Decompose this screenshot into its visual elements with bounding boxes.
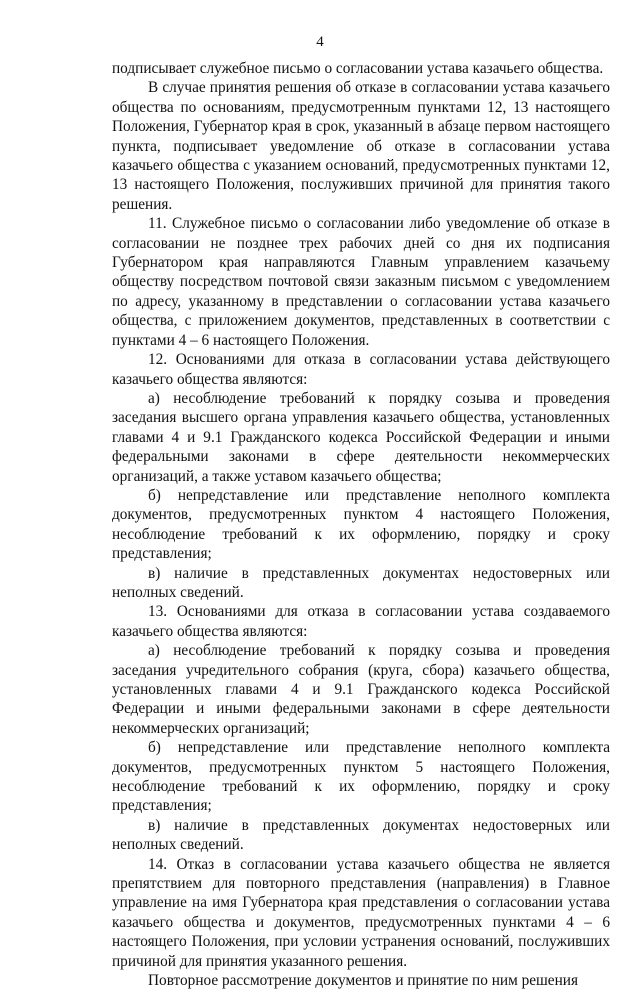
subparagraph-13v: в) наличие в представленных документах недостоверных или неполных сведений. [112, 816, 610, 854]
paragraph: В случае принятия решения об отказе в согласовании устава казачьего общества по основаниям, предусмотренным пунктами 12, 13 настоящего Положения, Губернатор края в срок, указанный в абзаце первом настоящего пункта, подписывает уведомление об отказе в согласовании устава казачьего общества с указанием оснований, предусмотренных пунктами 12, 13 настоящего Положения, послуживших причиной для принятия такого решения. [112, 79, 610, 213]
paragraph: подписывает служебное письмо о согласовании устава казачьего общества. [112, 60, 604, 77]
paragraph-item-11: 11. Служебное письмо о согласовании либо уведомление об отказе в согласовании не позднее трех рабочих дней со дня их подписания Губернатором края направляются Главным управлением казачьему обществу посредством почтовой связи заказным письмом с уведомлением по адресу, указанному в представлении о согласовании устава казачьего общества, с приложением документов, представленных в соответствии с пунктами 4 – 6 настоящего Положения. [112, 215, 610, 349]
subparagraph-12v: в) наличие в представленных документах недостоверных или неполных сведений. [112, 564, 610, 601]
subparagraph-13a: а) несоблюдение требований к порядку созыва и проведения заседания учредительного собрания (круга, сбора) казачьего общества, установленных главами 4 и 9.1 Гражданского кодекса Российской Федерации и иными федеральными законами в сфере деятельности некоммерческих организаций; [112, 642, 610, 737]
subparagraph-12a: а) несоблюдение требований к порядку созыва и проведения заседания высшего органа управления казачьего общества, установленных главами 4 и 9.1 Гражданского кодекса Российской Федерации и иными федеральными законами в сфере деятельности некоммерческих организаций, а также уставом казачьего общества; [112, 389, 610, 485]
document-body [112, 59, 610, 991]
page-number: 4 [316, 34, 324, 50]
paragraph-item-14: 14. Отказ в согласовании устава казачьего общества не является препятствием для повторного представления (направления) в Главное управление на имя Губернатора края представления о согласовании устава казачьего общества и документов, предусмотренных пунктами 4 – 6 настоящего Положения, при условии устранения оснований, послуживших причиной для принятия указанного решения. [112, 855, 610, 970]
subparagraph-12b: б) непредставление или представление неполного комплекта документов, предусмотренных пунктом 4 настоящего Положения, несоблюдение требований к их оформлению, порядку и сроку представления; [112, 486, 610, 563]
paragraph-item-12: 12. Основаниями для отказа в согласовании устава действующего казачьего общества являются: [112, 351, 610, 388]
subparagraph-13b: б) непредставление или представление неполного комплекта документов, предусмотренных пунктом 5 настоящего Положения, несоблюдение требований к их оформлению, порядку и сроку представления; [112, 739, 610, 815]
paragraph: Повторное рассмотрение документов и принятие по ним решения [148, 972, 579, 990]
paragraph-item-13: 13. Основаниями для отказа в согласовании устава создаваемого казачьего общества являются: [112, 603, 610, 640]
